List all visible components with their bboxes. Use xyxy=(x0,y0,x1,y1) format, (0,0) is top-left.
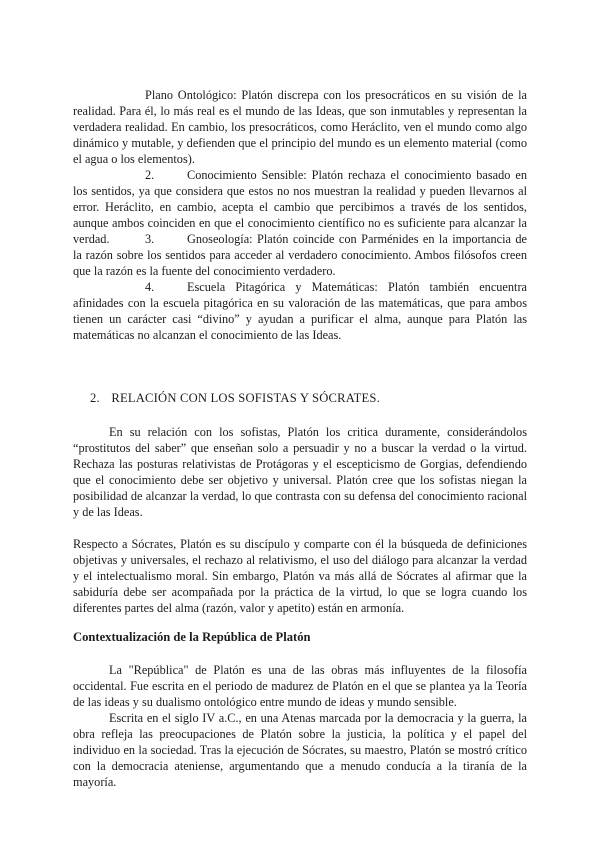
list-item-4-number: 4. xyxy=(145,280,155,294)
list-item-3-text: Gnoseología: Platón coincide con Parménides en la importancia de la razón sobre los sentidos para acceder al verdadero conocimiento. Ambos filósofos creen que la razón es la fuente del conocimiento verdadero. xyxy=(73,232,527,278)
list-item-4-text: Escuela Pitagórica y Matemáticas: Platón también encuentra afinidades con la escuela pitagórica en su valoración de las matemáticas, que para ambos tienen un carácter casi “divino” y ayudan a purificar el alma, aunque para Platón las matemáticas no alcanzan el conocimiento de las Ideas. xyxy=(73,280,527,342)
section-2-number: 2. xyxy=(90,391,100,405)
section-3-heading: Contextualización de la República de Platón xyxy=(73,630,311,644)
list-item-1-text: Plano Ontológico: Platón discrepa con los presocráticos en su visión de la realidad. Para él, lo más real es el mundo de las Ideas, que son inmutables y representan la verdadera realidad. En cambio, los presocráticos, como Heráclito, ven el mundo como algo dinámico y mutable, y defienden que el principio del mundo es un elemento material (como el agua o los elementos). xyxy=(73,88,527,166)
list-item-3-number: 3. xyxy=(145,232,155,246)
list-item-3 xyxy=(73,231,527,279)
section-2-paragraph-2: Respecto a Sócrates, Platón es su discípulo y comparte con él la búsqueda de definiciones objetivas y universales, el rechazo al relativismo, el uso del diálogo para alcanzar la verdad y el intelectualismo moral. Sin embargo, Platón va más allá de Sócrates al afirmar que la sabiduría debe ser acompañada por la práctica de la virtud, lo que se logra cuando los diferentes partes del alma (razón, valor y apetito) están en armonía. xyxy=(73,537,527,615)
list-item-1 xyxy=(73,87,527,167)
section-2-paragraph-1: En su relación con los sofistas, Platón los critica duramente, considerándolos “prostitutos del saber” que enseñan solo a persuadir y no a buscar la verdad o la virtud. Rechaza las posturas relativistas de Protágoras y el escepticismo de Gorgias, defendiendo que el conocimiento debe ser objetivo y universal. Platón cree que los sofistas niegan la posibilidad de alcanzar la verdad, lo que contrasta con su defensa del conocimiento racional y de las Ideas. xyxy=(73,425,527,519)
list-item-2-text: Conocimiento Sensible: Platón rechaza el conocimiento basado en los sentidos, ya que considera que estos no nos muestran la realidad y pueden llevarnos al error. Heráclito, en cambio, acepta el cambio que percibimos a través de los sentidos, aunque ambos coinciden en que el conocimiento científico no es suficiente para alcanzar la verdad. xyxy=(73,168,527,246)
list-item-4 xyxy=(73,279,527,343)
list-item-2-number: 2. xyxy=(145,168,155,182)
section-3-paragraph-2: Escrita en el siglo IV a.C., en una Atenas marcada por la democracia y la guerra, la obra refleja las preocupaciones de Platón sobre la justicia, la política y el papel del individuo en la sociedad. Tras la ejecución de Sócrates, su maestro, Platón se mostró crítico con la democracia ateniense, argumentando que a menudo conducía a la tiranía de la mayoría. xyxy=(73,711,527,789)
section-2-title: RELACIÓN CON LOS SOFISTAS Y SÓCRATES. xyxy=(111,391,380,405)
section-3-paragraph-1: La "República" de Platón es una de las obras más influyentes de la filosofía occidental. Fue escrita en el periodo de madurez de Platón en el que se plantea ya la Teoría de las ideas y su dualismo ontológico entre mundo de ideas y mundo sensible. xyxy=(73,663,527,709)
section-2-heading xyxy=(90,391,380,406)
